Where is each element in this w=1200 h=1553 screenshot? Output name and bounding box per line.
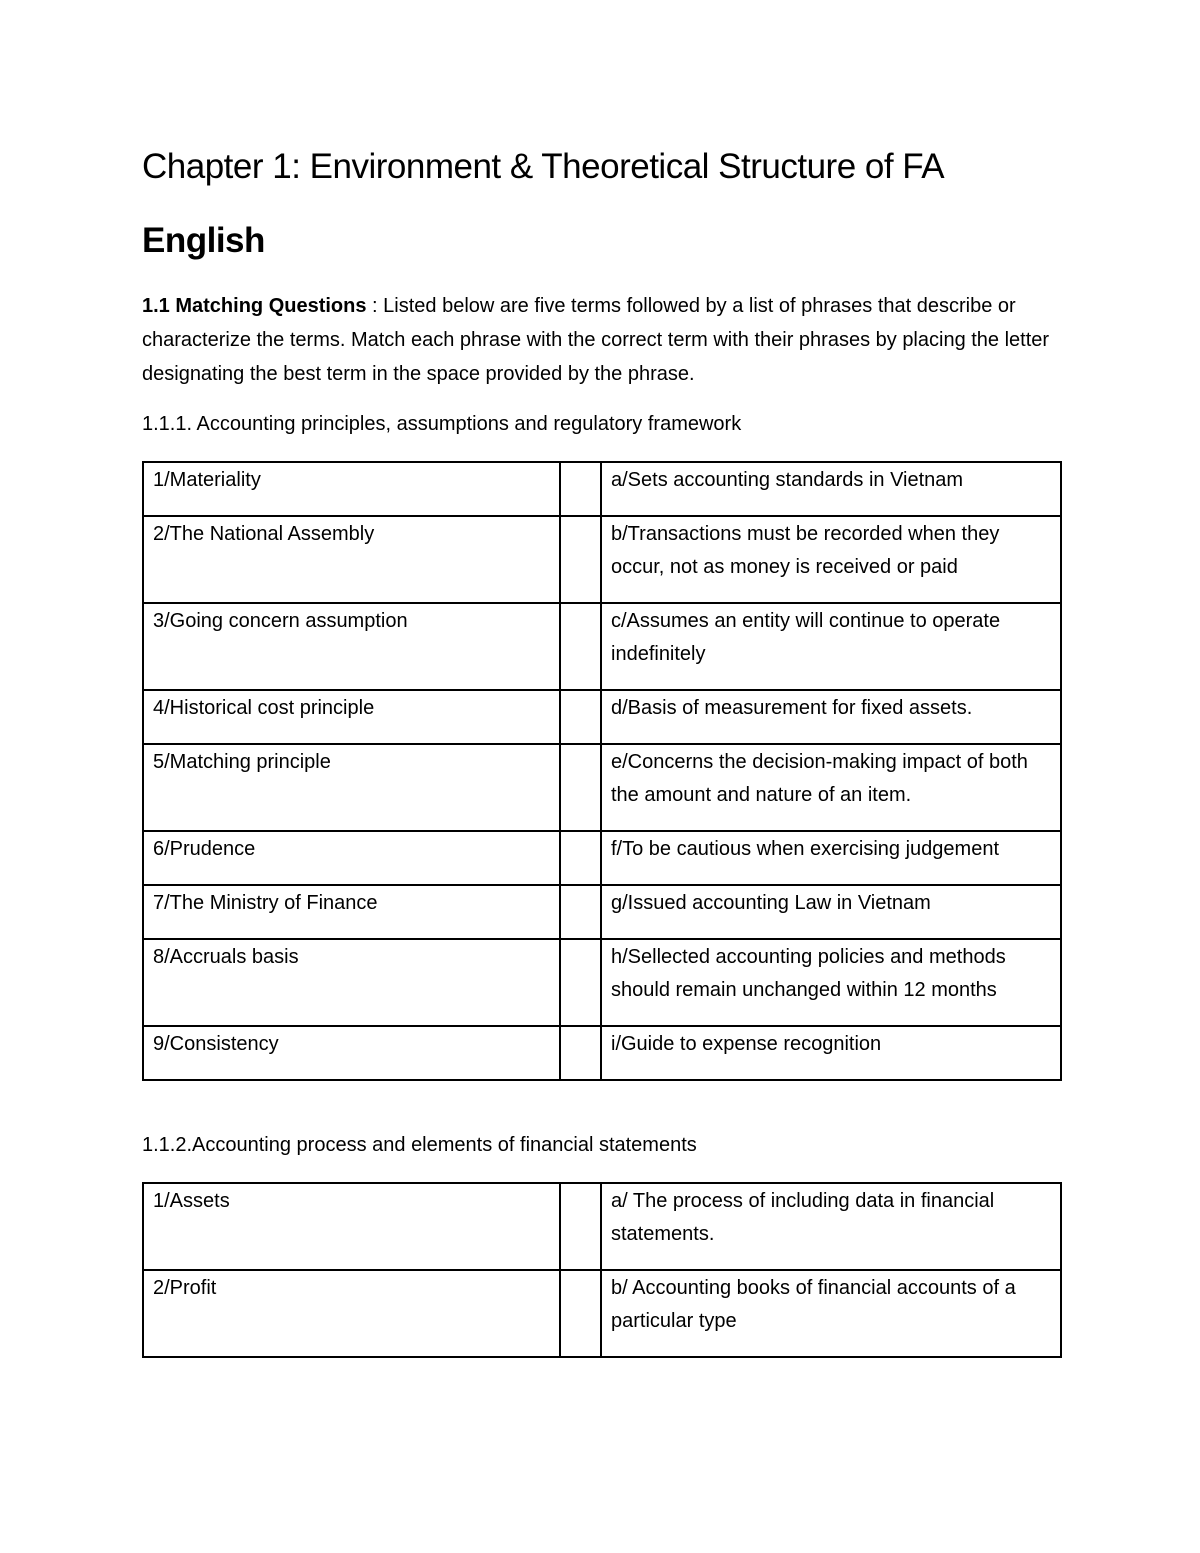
description-cell: b/Transactions must be recorded when they occur, not as money is received or paid (601, 516, 1061, 603)
table-row (143, 744, 1061, 831)
answer-blank[interactable] (560, 462, 601, 516)
page-subtitle: English (142, 221, 265, 260)
table-row (143, 690, 1061, 744)
intro-text: : Listed below are five terms followed by a list of phrases that describe or characterize the terms. Match each phrase with the correct term with their phrases by placing the letter designating the best term in the space provided by the phrase. (142, 295, 1050, 385)
description-cell: d/Basis of measurement for fixed assets. (601, 690, 1061, 744)
answer-blank[interactable] (560, 690, 601, 744)
term-cell: 9/Consistency (143, 1026, 560, 1080)
term-cell: 8/Accruals basis (143, 939, 560, 1026)
table-row (143, 1026, 1061, 1080)
table-row (143, 885, 1061, 939)
answer-blank[interactable] (560, 885, 601, 939)
table-row (143, 603, 1061, 690)
term-cell: 4/Historical cost principle (143, 690, 560, 744)
answer-blank[interactable] (560, 939, 601, 1026)
description-cell: c/Assumes an entity will continue to operate indefinitely (601, 603, 1061, 690)
term-cell: 2/The National Assembly (143, 516, 560, 603)
term-cell: 5/Matching principle (143, 744, 560, 831)
section-heading-1-1-2: 1.1.2.Accounting process and elements of financial statements (142, 1134, 697, 1156)
answer-blank[interactable] (560, 516, 601, 603)
matching-table-1 (142, 461, 1062, 1081)
page-title: Chapter 1: Environment & Theoretical Structure of FA (142, 147, 945, 186)
description-cell: g/Issued accounting Law in Vietnam (601, 885, 1061, 939)
matching-table-2 (142, 1182, 1062, 1358)
answer-blank[interactable] (560, 1026, 601, 1080)
table-row (143, 1183, 1061, 1270)
intro-paragraph (142, 289, 1072, 391)
intro-lead: 1.1 Matching Questions (142, 295, 367, 317)
answer-blank[interactable] (560, 744, 601, 831)
answer-blank[interactable] (560, 1270, 601, 1357)
description-cell: e/Concerns the decision-making impact of both the amount and nature of an item. (601, 744, 1061, 831)
table-row (143, 939, 1061, 1026)
term-cell: 1/Materiality (143, 462, 560, 516)
description-cell: i/Guide to expense recognition (601, 1026, 1061, 1080)
term-cell: 7/The Ministry of Finance (143, 885, 560, 939)
term-cell: 1/Assets (143, 1183, 560, 1270)
description-cell: b/ Accounting books of financial accounts of a particular type (601, 1270, 1061, 1357)
description-cell: f/To be cautious when exercising judgement (601, 831, 1061, 885)
term-cell: 2/Profit (143, 1270, 560, 1357)
table-row (143, 1270, 1061, 1357)
term-cell: 3/Going concern assumption (143, 603, 560, 690)
section-heading-1-1-1: 1.1.1. Accounting principles, assumptions and regulatory framework (142, 413, 742, 435)
table-row (143, 516, 1061, 603)
table-row (143, 462, 1061, 516)
term-cell: 6/Prudence (143, 831, 560, 885)
answer-blank[interactable] (560, 603, 601, 690)
answer-blank[interactable] (560, 831, 601, 885)
answer-blank[interactable] (560, 1183, 601, 1270)
description-cell: a/Sets accounting standards in Vietnam (601, 462, 1061, 516)
description-cell: h/Sellected accounting policies and methods should remain unchanged within 12 months (601, 939, 1061, 1026)
table-row (143, 831, 1061, 885)
description-cell: a/ The process of including data in financial statements. (601, 1183, 1061, 1270)
